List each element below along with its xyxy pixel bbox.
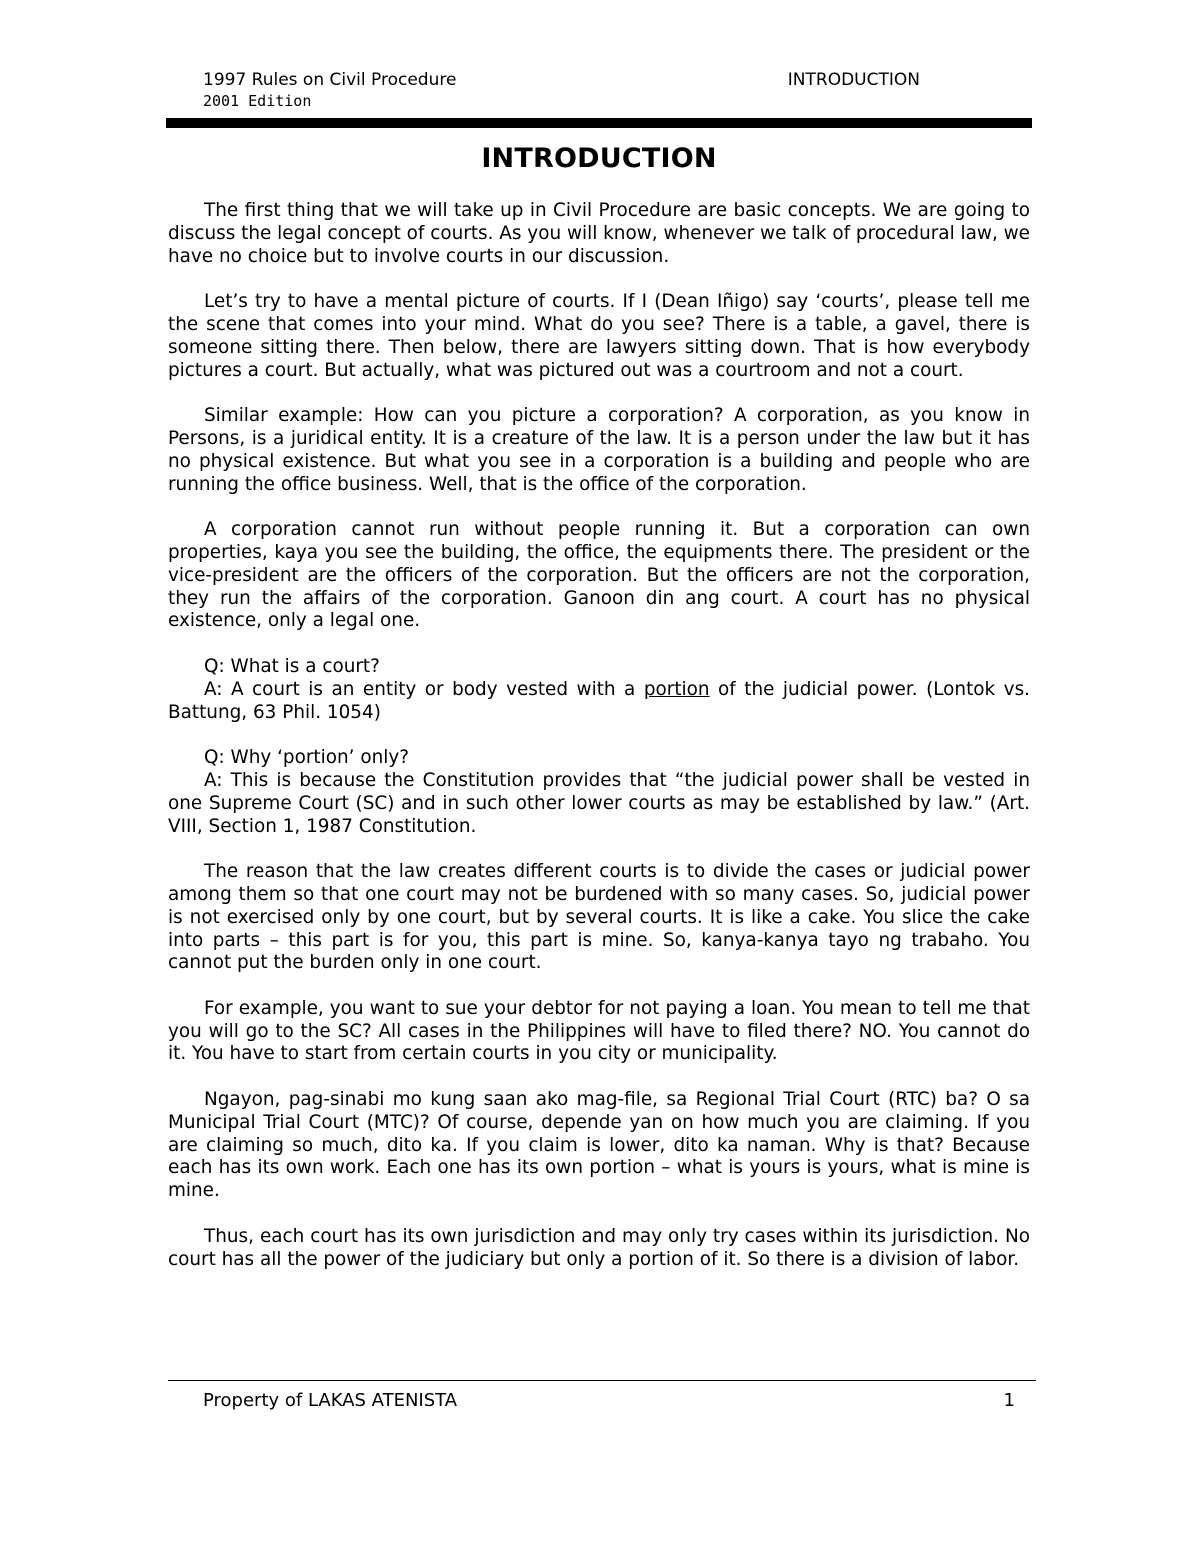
- underlined-term: portion: [643, 678, 710, 700]
- answer-text: A: A court is an entity or body vested with a: [204, 678, 644, 700]
- paragraph: For example, you want to sue your debtor for not paying a loan. You mean to tell me that you will go to the SC? All cases in the Philippines will have to filed there? NO. You cannot do it. You have to start from certain courts in you city or municipality.: [168, 997, 1030, 1065]
- header-edition: 2001 Edition: [203, 92, 312, 110]
- footer-rule: [168, 1380, 1036, 1381]
- question: Q: Why ‘portion’ only?: [204, 747, 409, 769]
- paragraph: The reason that the law creates different courts is to divide the cases or judicial power among them so that one court may not be burdened with so many cases. So, judicial power is not exercised only by one court, but by several courts. It is like a cake. You slice the cake into parts – this part is for you, this part is mine. So, kanya-kanya tayo ng trabaho. You cannot put the burden only in one court.: [168, 861, 1030, 974]
- header-section-title: INTRODUCTION: [787, 70, 920, 90]
- answer: [168, 679, 1030, 725]
- header-book-title: 1997 Rules on Civil Procedure: [203, 70, 457, 90]
- question: Q: What is a court?: [204, 655, 380, 677]
- paragraph: Thus, each court has its own jurisdiction and may only try cases within its jurisdiction. No court has all the power of the judiciary but only a portion of it. So there is a division of labor.: [168, 1225, 1030, 1270]
- paragraph: Similar example: How can you picture a corporation? A corporation, as you know in Persons, is a juridical entity. It is a creature of the law. It is a person under the law but it has no physical existence. But what you see in a corporation is a building and people who are running the office business. Well, that is the office of the corporation.: [168, 405, 1030, 495]
- paragraph: Ngayon, pag-sinabi mo kung saan ako mag-file, sa Regional Trial Court (RTC) ba? O sa Municipal Trial Court (MTC)? Of course, depende yan on how much you are claiming. If you are claiming so much, dito ka. If you claim is lower, dito ka naman. Why is that? Because each has its own work. Each one has its own portion – what is yours is yours, what is mine is mine.: [168, 1089, 1030, 1202]
- paragraph: Let’s try to have a mental picture of courts. If I (Dean Iñigo) say ‘courts’, please tell me the scene that comes into your mind. What do you see? There is a table, a gavel, there is someone sitting there. Then below, there are lawyers sitting down. That is how everybody pictures a court. But actually, what was pictured out was a courtroom and not a court.: [168, 291, 1030, 381]
- page-title: INTRODUCTION: [481, 143, 717, 174]
- page-number: 1: [1003, 1390, 1015, 1411]
- answer-text: of the judicial power. (Lontok vs. Battung, 63 Phil. 1054): [168, 678, 1030, 723]
- answer: A: This is because the Constitution provides that “the judicial power shall be vested in one Supreme Court (SC) and in such other lower courts as may be established by law.” (Art. VIII, Section 1, 1987 Constitution.: [168, 769, 1030, 837]
- header-rule: [166, 118, 1032, 128]
- body-text: [168, 200, 1030, 1294]
- running-header: [203, 70, 920, 90]
- paragraph: The first thing that we will take up in Civil Procedure are basic concepts. We are going to discuss the legal concept of courts. As you will know, whenever we talk of procedural law, we have no choice but to involve courts in our discussion.: [168, 200, 1030, 267]
- paragraph: A corporation cannot run without people running it. But a corporation can own properties, kaya you see the building, the office, the equipments there. The president or the vice-president are the officers of the corporation. But the officers are not the corporation, they run the affairs of the corporation. Ganoon din ang court. A court has no physical existence, only a legal one.: [168, 519, 1030, 632]
- page-footer: [203, 1390, 1015, 1411]
- footer-property-note: Property of LAKAS ATENISTA: [203, 1390, 458, 1411]
